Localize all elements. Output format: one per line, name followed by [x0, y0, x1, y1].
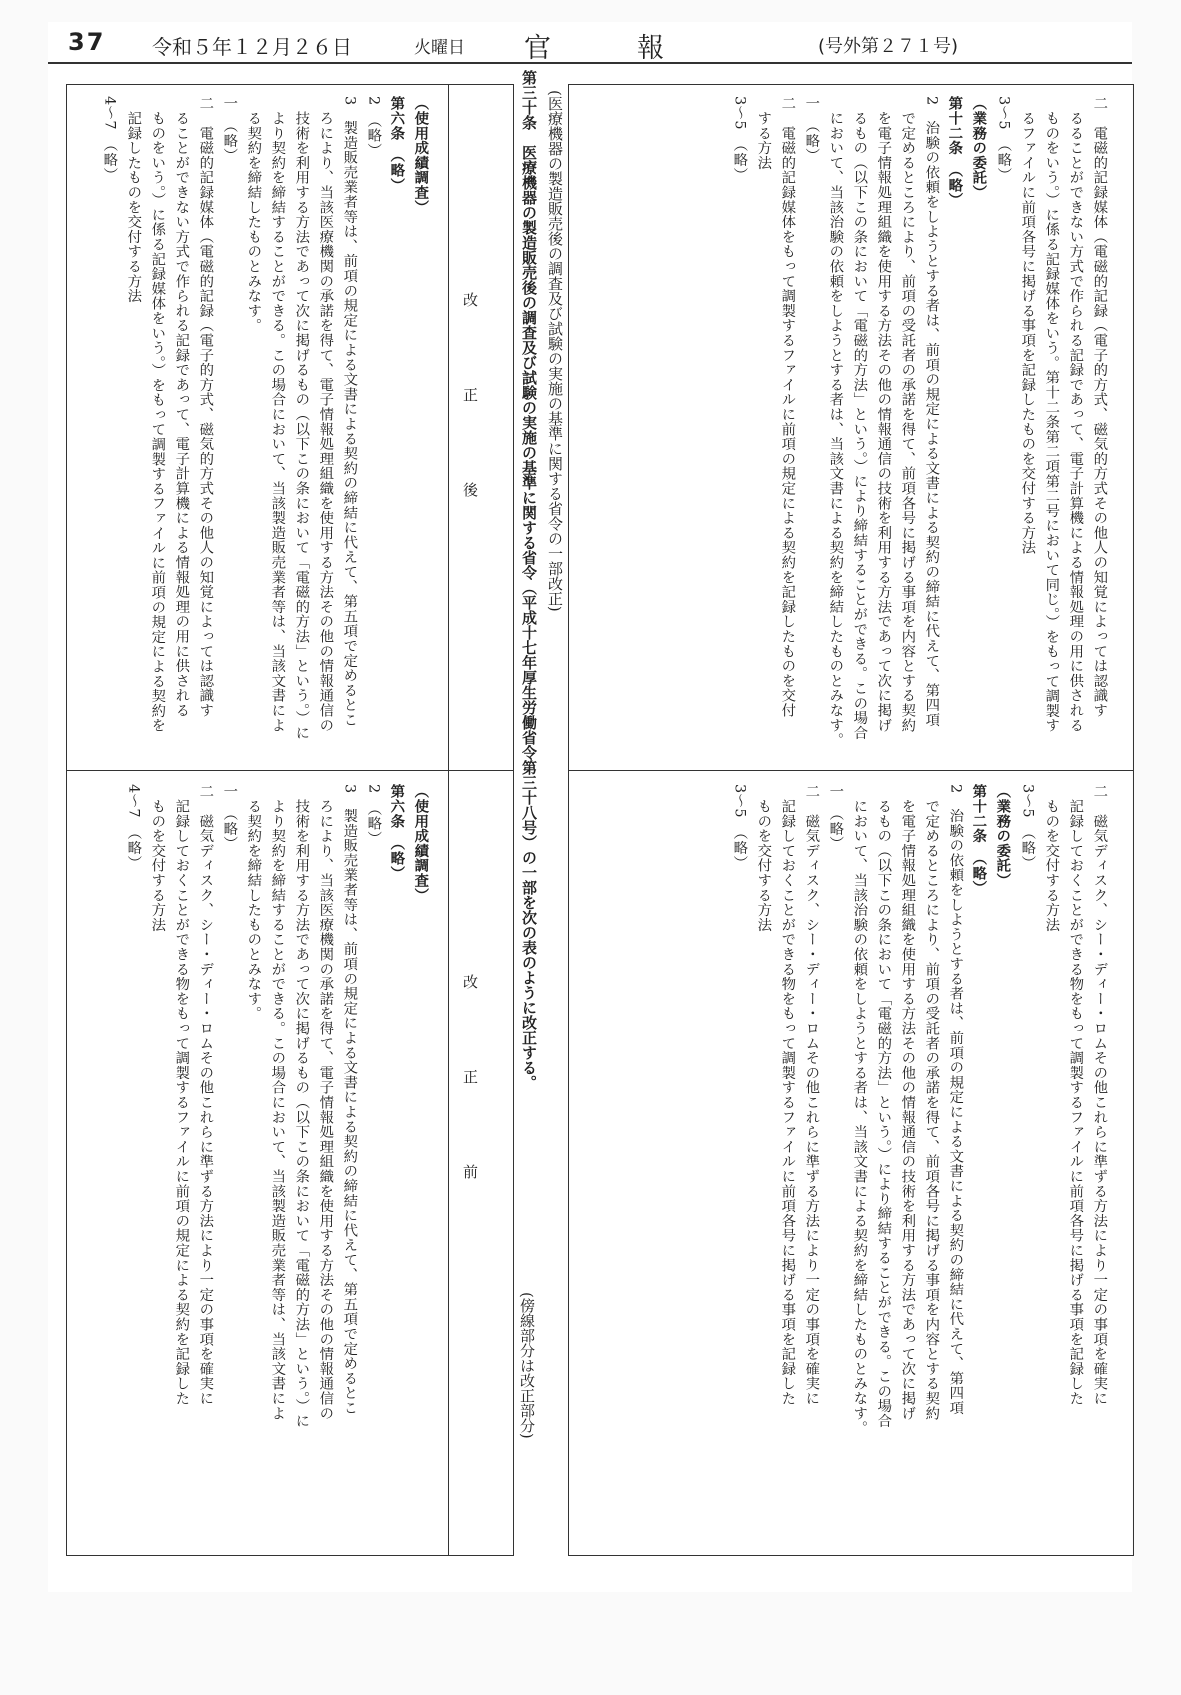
header-rule [48, 62, 1132, 64]
text-column: 第六条 （略） [388, 96, 406, 193]
text-column: 二 磁気ディスク、シー・ディー・ロムその他これらに準ずる方法により一定の事項を確実に [803, 784, 820, 1406]
label-before: 改正前 [461, 974, 479, 1259]
issue-date: 令和５年１２月２６日 [152, 35, 352, 59]
text-column: 二 磁気ディスク、シー・ディー・ロムその他これらに準ずる方法により一定の事項を確実に [1091, 784, 1108, 1406]
page-header [48, 22, 1132, 62]
text-column: るファイルに前項各号に掲げる事項を記録したものを交付する方法 [1019, 96, 1036, 555]
text-column: るもの（以下この条において「電磁的方法」という。）により締結することができる。この場合 [851, 96, 868, 740]
text-column: を電子情報処理組織を使用する方法その他の情報通信の技術を利用する方法であって次に掲げ [899, 784, 916, 1421]
text-column: 第十二条 （略） [970, 784, 988, 896]
text-column: （使用成績調査） [412, 96, 430, 215]
text-column: 2 （略） [365, 784, 382, 846]
text-column: 4～7 （略） [101, 96, 118, 182]
text-column: る契約を締結したものとみなす。 [245, 784, 262, 1021]
text-column: 二 電磁的記録媒体（電磁的記録（電子的方式、磁気的方式その他人の知覚によっては認識す [1091, 96, 1108, 718]
page-number: 37 [68, 28, 106, 56]
text-column: 一 （略） [221, 96, 238, 163]
text-column: において、当該治験の依頼をしようとする者は、当該文書による契約を締結したものとみなす。 [851, 784, 868, 1436]
text-column: 記録しておくことができる物をもって調製するファイルに前項の規定による契約を記録した [173, 784, 190, 1406]
text-column: ものを交付する方法 [1043, 784, 1060, 932]
text-column: （使用成績調査） [412, 784, 430, 903]
text-column: より契約を締結することができる。この場合において、当該製造販売業者等は、当該文書によ [269, 96, 286, 733]
text-column: 記録しておくことができる物をもって調製するファイルに前項各号に掲げる事項を記録した [779, 784, 796, 1406]
text-column: ものを交付する方法 [755, 784, 772, 932]
text-column: 記録しておくことができる物をもって調製するファイルに前項各号に掲げる事項を記録した [1067, 784, 1084, 1406]
text-column: 2 治験の依頼をしようとする者は、前項の規定による文書による契約の締結に代えて、第四項 [947, 784, 964, 1416]
amendment-article: 第三十条 医療機器の製造販売後の調査及び試験の実施の基準に関する省令（平成十七年厚生労働省令第三十八号）の一部を次の表のように改正する。 [520, 70, 538, 1090]
gazette-page [48, 22, 1132, 1592]
text-column: ろにより、当該医療機関の承諾を得て、電子情報処理組織を使用する方法その他の情報通信の [317, 96, 334, 733]
text-column: で定めるところにより、前項の受託者の承諾を得て、前項各号に掲げる事項を内容とする契約 [899, 96, 916, 733]
text-column: 2 治験の依頼をしようとする者は、前項の規定による文書による契約の締結に代えて、第四項 [923, 96, 940, 728]
right-table-divider [568, 770, 1134, 771]
text-column: 2 （略） [365, 96, 382, 158]
text-column: 二 電磁的記録媒体（電磁的記録（電子的方式、磁気的方式その他人の知覚によっては認識す [197, 96, 214, 718]
issue-weekday: 火曜日 [414, 38, 465, 58]
text-column: 4～7 （略） [125, 784, 142, 870]
text-column: より契約を締結することができる。この場合において、当該製造販売業者等は、当該文書によ [269, 784, 286, 1421]
publication-title: 官報 [524, 33, 750, 64]
text-column: 一 （略） [221, 784, 238, 851]
left-label-column-border [448, 84, 449, 1556]
amendment-note: (傍線部分は改正部分) [518, 1292, 536, 1439]
text-column: 3～5 （略） [731, 784, 748, 870]
text-column: で定めるところにより、前項の受託者の承諾を得て、前項各号に掲げる事項を内容とする契約 [923, 784, 940, 1421]
text-column: 一 （略） [803, 96, 820, 163]
left-table-divider [66, 770, 514, 771]
text-column: 技術を利用する方法であって次に掲げるもの（以下この条において「電磁的方法」という。）に [293, 784, 310, 1428]
text-column: ものをいう。）に係る記録媒体をいう。）をもって調製するファイルに前項の規定による契約を [149, 96, 166, 733]
text-column: 3～5 （略） [995, 96, 1012, 182]
label-after: 改正後 [461, 292, 479, 577]
text-column: 3 製造販売業者等は、前項の規定による文書による契約の締結に代えて、第五項で定めるとこ [341, 96, 358, 728]
text-column: るることができない方式で作られる記録であって、電子計算機による情報処理の用に供される [1067, 96, 1084, 733]
text-column: を電子情報処理組織を使用する方法その他の情報通信の技術を利用する方法であって次に掲げ [875, 96, 892, 733]
text-column: 3 製造販売業者等は、前項の規定による文書による契約の締結に代えて、第五項で定めるとこ [341, 784, 358, 1416]
text-column: る契約を締結したものとみなす。 [245, 96, 262, 333]
text-column: 3～5 （略） [731, 96, 748, 182]
text-column: ることができない方式で作られる記録であって、電子計算機による情報処理の用に供される [173, 96, 190, 718]
text-column: において、当該治験の依頼をしようとする者は、当該文書による契約を締結したものとみなす。 [827, 96, 844, 748]
text-column: 第六条 （略） [388, 784, 406, 881]
text-column: 二 電磁的記録媒体をもって調製するファイルに前項の規定による契約を記録したものを交付 [779, 96, 796, 718]
text-column: 第十二条 （略） [946, 96, 964, 208]
text-column: 二 磁気ディスク、シー・ディー・ロムその他これらに準ずる方法により一定の事項を確実に [197, 784, 214, 1406]
text-column: 技術を利用する方法であって次に掲げるもの（以下この条において「電磁的方法」という。）に [293, 96, 310, 740]
text-column: ものをいう。）に係る記録媒体をいう。第十二条第二項第二号において同じ。）をもって調製す [1043, 96, 1060, 733]
text-column: する方法 [755, 96, 772, 170]
text-column: ものを交付する方法 [149, 784, 166, 932]
text-column: 記録したものを交付する方法 [125, 96, 142, 304]
text-column: 一 （略） [827, 784, 844, 851]
text-column: るもの（以下この条において「電磁的方法」という。）により締結することができる。この場合 [875, 784, 892, 1428]
amendment-title-note: (医療機器の製造販売後の調査及び試験の実施の基準に関する省令の一部改正) [546, 90, 564, 612]
issue-number: (号外第２７１号) [818, 36, 959, 57]
text-column: 3～5 （略） [1019, 784, 1036, 870]
text-column: ろにより、当該医療機関の承諾を得て、電子情報処理組織を使用する方法その他の情報通信の [317, 784, 334, 1421]
text-column: （業務の委託） [970, 96, 988, 200]
text-column: （業務の委託） [994, 784, 1012, 888]
